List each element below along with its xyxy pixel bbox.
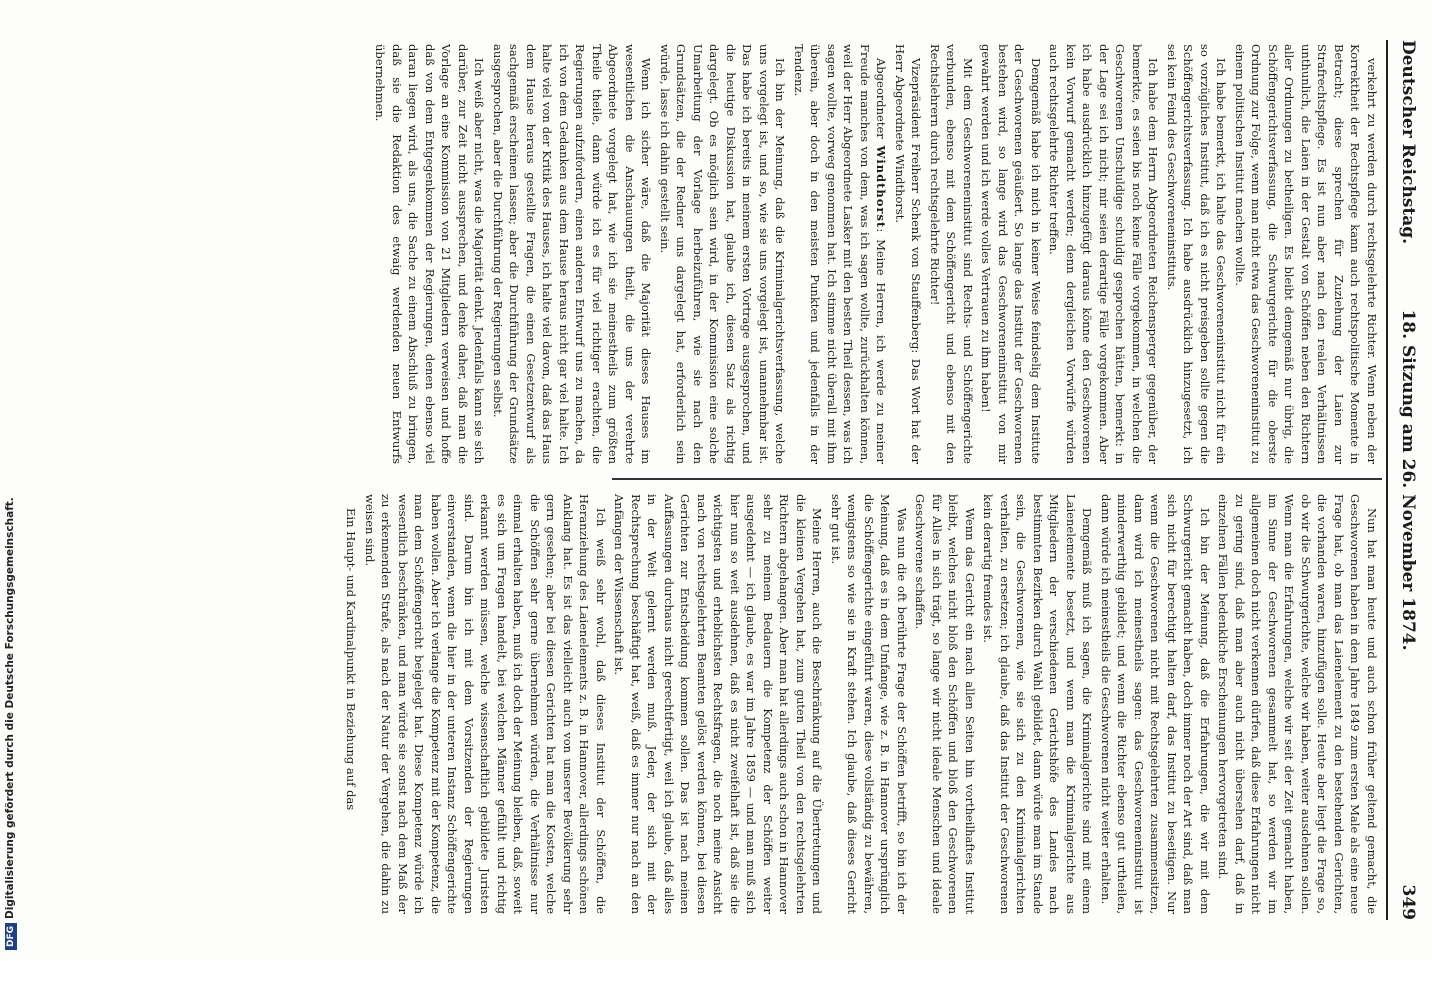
paragraph: Ich bin der Meinung, daß die Kriminalgerichtsverfassung, welche uns vorgelegt ist, und so, wie sie uns vorgelegt ist, unannehmbar ist. Das habe ich bereits in meinem ersten Vortrage ausgesprochen, und die heutige Diskussion hat, glaube ich, diesen Satz als richtig dargelegt. Ob es möglich sein wird, in der Kommission eine solche Umarbeitung der Vorlage herbeizuführen, wie sie nach den Grundsätzen, die der Redner uns dargelegt hat, erforderlich sein würde, lasse ich dahin gestellt sein. xyxy=(658,44,788,464)
paragraph: verkehrt zu werden durch rechtsgelehrte Richter. Wenn neben der Korrektheit der Rechtspflege kann auch rechtspolitische Momente in Betracht; diese sprechen für Zuziehung der Laien zur Strafrechtspflege. Es ist nun aber nach den realen Verhältnissen unthunlich, die Laien in der Gestalt von Schöffen neben den Richtern aller Ordnungen zu betheiligen. Es bleibt demgemäß nur übrig, die Schöffengerichtsverfassung, die Schwurgerichte für die oberste Ordnung zur Folge, wenn man nicht etwa das Geschworeneninstitut zu einem politischen Institut machen wollte. xyxy=(1233,44,1379,464)
header-rule xyxy=(1386,40,1388,920)
paragraph: Ich weiß sehr wohl, daß dieses Institut der Schöffen, die Heranziehung des Laienelements z. B. in Hannover, allerdings schönen Anklang hat. Es ist das vielleicht auch von unserer Bevölkerung sehr gern gesehen; aber bei diesen Gerichten hat man die Kosten, welche die Schöffen sehr gerne übernehmen würden, die Verhältnisse nur einmal erhalten haben, muß ich doch der Meinung bleiben, daß, soweit es sich um Fragen handelt, bei welchen Männer gefühlt und richtig erkannt werden müssen, welche wissenschaftlich gebildete Juristen sind. Darum bin ich mit dem Vorsitzenden der Regierungen einverstanden, wenn die hier in der unteren Instanz Schöffengerichte haben wollen. Aber ich verlange die Kompetenz mit der Kompetenz, die man dem Schöffengericht beigelegt hat. Diese Kompetenz würde ich wesentlich beschränken, und man würde sie sonst nach dem Maß der zu erkennenden Strafe, als nach der Natur der Vergehen, die dahin zu weisen sind. xyxy=(363,494,608,914)
paragraph: Ich bin der Meinung, daß die Erfahrungen, die wir mit dem Schwurgericht gemacht haben, doch immer noch der Art sind, daß man sich nicht für berechtigt halten darf, das Institut zu beseitigen. Nur wenn die Geschworenen nicht mit Rechtsgelehrten zusammensitzen, dann wird ich meinestheils sagen: das Geschworeneninstitut ist minderwerthig gebildet; und wenn die Richter ebenso gut urtheilen, dann würde ich meinestheils die Geschworenen nicht weiter erhalten. xyxy=(1099,494,1212,914)
digitization-text: Digitalisierung gefördert durch die Deutsche Forschungsgemeinschaft. xyxy=(4,497,16,919)
paragraph: Nun hat man heute und auch schon früher geltend gemacht, die Geschworenen haben in dem Jahre 1849 zum ersten Male als eine neue Frage hat, ob man das Laienelement zu den bestehenden Gerichten, die vorhanden waren, hinzufügen solle. Heute aber liegt die Frage so, ob wir die Schwurgerichte, welche wir haben, weiter ausdehnen sollen. Wenn man die Erfahrungen, welche wir seit der Zeit gemacht haben, im Sinne der Geschworenen gesammelt hat, so werden wir im allgemeinen doch nicht verkennen dürfen, daß diese Erfahrungen nicht zu gering sind, daß man aber auch nicht übersehen darf, daß in einzelnen Fällen bedenkliche Erscheinungen hervorgetreten sind. xyxy=(1216,494,1379,914)
paragraph: Demgemäß muß ich sagen, die Kriminalgerichte sind mit einem Laienelemente besetzt, und wenn man die Kriminalgerichte aus Mitgliedern der verschiedenen Gerichtshöfe des Landes nach bestimmten Bezirken durch Wahl gebildet, dann würde man im Stande sein, die Geschworenen, wie sie sich zu den Kriminalgerichten verhalten, zu ersetzen; ich glaube, daß das Institut der Geschworenen kein derartig fremdes ist. xyxy=(981,494,1095,914)
paragraph: Was nun die oft berührte Frage der Schöffen betrifft, so bin ich der Meinung, daß es in dem Umfange, wie z. B. in Hannover ursprünglich die Schöffengerichte eingeführt waren, diese vollständig zu bewähren, wenigstens so wie sie in Kraft stehen. Ich glaube, daß dieses Gericht sehr gut ist. xyxy=(829,494,909,914)
paragraph: Vizepräsident Freiherr Schenk von Stauffenberg: Das Wort hat der Herr Abgeordnete Windthorst. xyxy=(893,44,924,464)
speech-text: Meine Herren, ich werde zu meiner Freude manches von dem, was ich sagen wollte, zurückhalten können, weil der Herr Abgeordnete Lasker mit den besten Theil dessen, was ich sagen wollte, vorweg genommen hat. Ich stimme nicht überall mit ihm überein, aber doch in den meisten Punkten und jedenfalls in der Tendenz. xyxy=(792,44,889,464)
paragraph: Wenn das Gericht ein nach allen Seiten hin vortheilhaftes Institut bleibt, welches nicht bloß den Schöffen und bloß den Geschworenen für Alles in sich trägt, so lange wir nicht ideale Menschen und ideale Geschworene schaffen. xyxy=(913,494,977,914)
paragraph: Ich habe bemerkt, ich halte das Geschworeneninstitut nicht für ein so vorzügliches Institut, daß ich es nicht preisgeben sollte gegen die Schöffengerichtsverfassung. Ich habe ausdrücklich hinzugesetzt, ich sei kein Feind des Geschworeneninstituts. xyxy=(1165,44,1229,464)
speaker-role: Abgeordneter xyxy=(874,58,889,139)
paragraph: Ich weiß aber nicht, was die Majorität denkt. Jedenfalls kann sie sich darüber, zur Zeit nicht aussprechen, und denke daher, daß man die Vorlage an eine Kommission von 21 Mitgliedern verweisen und hoffe daß von dem Entgegenkommen der Regierungen, denen ebenso viel daran liegen wird, als uns, die Sache zu einem Abschluß zu bringen, daß sie die Redaktion des etwaig werdenden neuen Entwurfs übernehmen. xyxy=(373,44,487,464)
paragraph: Ein Haupt- und Kardinalpunkt in Beziehung auf das xyxy=(344,508,359,811)
right-column xyxy=(20,494,1380,914)
paragraph: Demgemäß habe ich mich in keiner Weise feindselig dem Institute der Geschworenen geäußert. So lange das Institut der Geschworenen bestehen wird, so lange wird das Geschworeneninstitut von mir gewahrt werden und ich werde volles Vertrauen zu ihm haben! xyxy=(979,44,1043,464)
dfg-logo: DFG xyxy=(5,923,17,950)
column-divider xyxy=(612,478,1382,480)
paragraph: Ich habe dem Herrn Abgeordneten Reichensperger gegenüber, der bemerkte, es seien bis noch keine Fälle vorgekommen, in welchen die Geschworenen Unschuldige schuldig gesprochen hätten, bemerkt: in der Lage sei ich nicht; mir seien derartige Fälle vorgekommen. Aber ich habe ausdrücklich hinzugefügt daraus könne den Geschworenen kein Vorwurf gemacht werden; denn dergleichen Vorwürfe würden auch rechtsgelehrte Richter treffen. xyxy=(1047,44,1161,464)
digitization-note xyxy=(4,497,17,950)
page-number: 349 xyxy=(1398,884,1418,920)
speaker-name: Windthorst xyxy=(874,145,889,229)
paragraph: Mit dem Geschworeneninstitut sind Rechts- und Schöffengerichte verbunden, ebenso mit dem Schöffengericht und ebenso mit den Rechtslehrern durch rechtsgelehrte Richter! xyxy=(928,44,975,464)
paragraph: Wenn ich sicher wäre, daß die Majorität dieses Hauses im wesentlichen die Anschauungen theilt, die uns der verehrte Abgeordnete vorgelegt hat, wie ich sie meinestheils zum größten Theile theile, dann würde ich es für viel richtiger erachten, die Regierungen aufzufordern, einen anderen Entwurf uns zu machen, da ich von dem Gedanken aus dem Hause heraus nicht gar viel halte. Ich halte viel von der Kritik des Hauses, ich halte viel davon, daß das Haus dem Hause heraus gestellte Fragen, die einen Gesetzentwurf als sachgemäß erscheinen lassen; aber die Durchführung der Grundsätze ausgesprochen, aber die Durchführung der Regierungen selbst. xyxy=(491,44,654,464)
header-title: Deutscher Reichstag. xyxy=(1398,40,1418,245)
speaker-paragraph: Abgeordneter Windthorst: Meine Herren, ich werde zu meiner Freude manches von dem, was ich sagen wollte, zurückhalten können, weil der Herr Abgeordnete Lasker mit den besten Theil dessen, was ich sagen wollte, vorweg genommen hat. Ich stimme nicht überall mit ihm überein, aber doch in den meisten Punkten und jedenfalls in der Tendenz. xyxy=(792,44,889,464)
paragraph: Meine Herren, auch die Beschränkung auf die Übertretungen und die kleinen Vergehen hat, zum guten Theil von den rechtsgelehrten Richtern abgehangen. Aber man hat allerdings auch schon in Hannover sehr zu meinem Bedauern die Kompetenz der Schöffen weiter ausgedehnt — ich glaube, es war im Jahre 1859 — und man muß sich hier nun so weit ausdehnen, daß es nicht zweifelhaft ist, daß sie die wichtigsten und erheblichsten Rechtsfragen, die noch meine Ansicht nach von rechtsgelehrten Beamten gelöst werden können, bei diesen Gerichten zur Entscheidung kommen sollen. Das ist nach meinen Auffassungen durchaus nicht gerechtfertigt, weil ich glaube, daß alles in der Welt gelernt werden muß. Jeder, der sich mit der Rechtsprechung beschäftigt hat, weiß, daß es immer nur nach an den Anfängen der Wissenschaft ist. xyxy=(612,494,825,914)
page-header xyxy=(1390,40,1418,920)
left-column xyxy=(20,44,1380,464)
header-session: 18. Sitzung am 26. November 1874. xyxy=(1398,309,1418,651)
